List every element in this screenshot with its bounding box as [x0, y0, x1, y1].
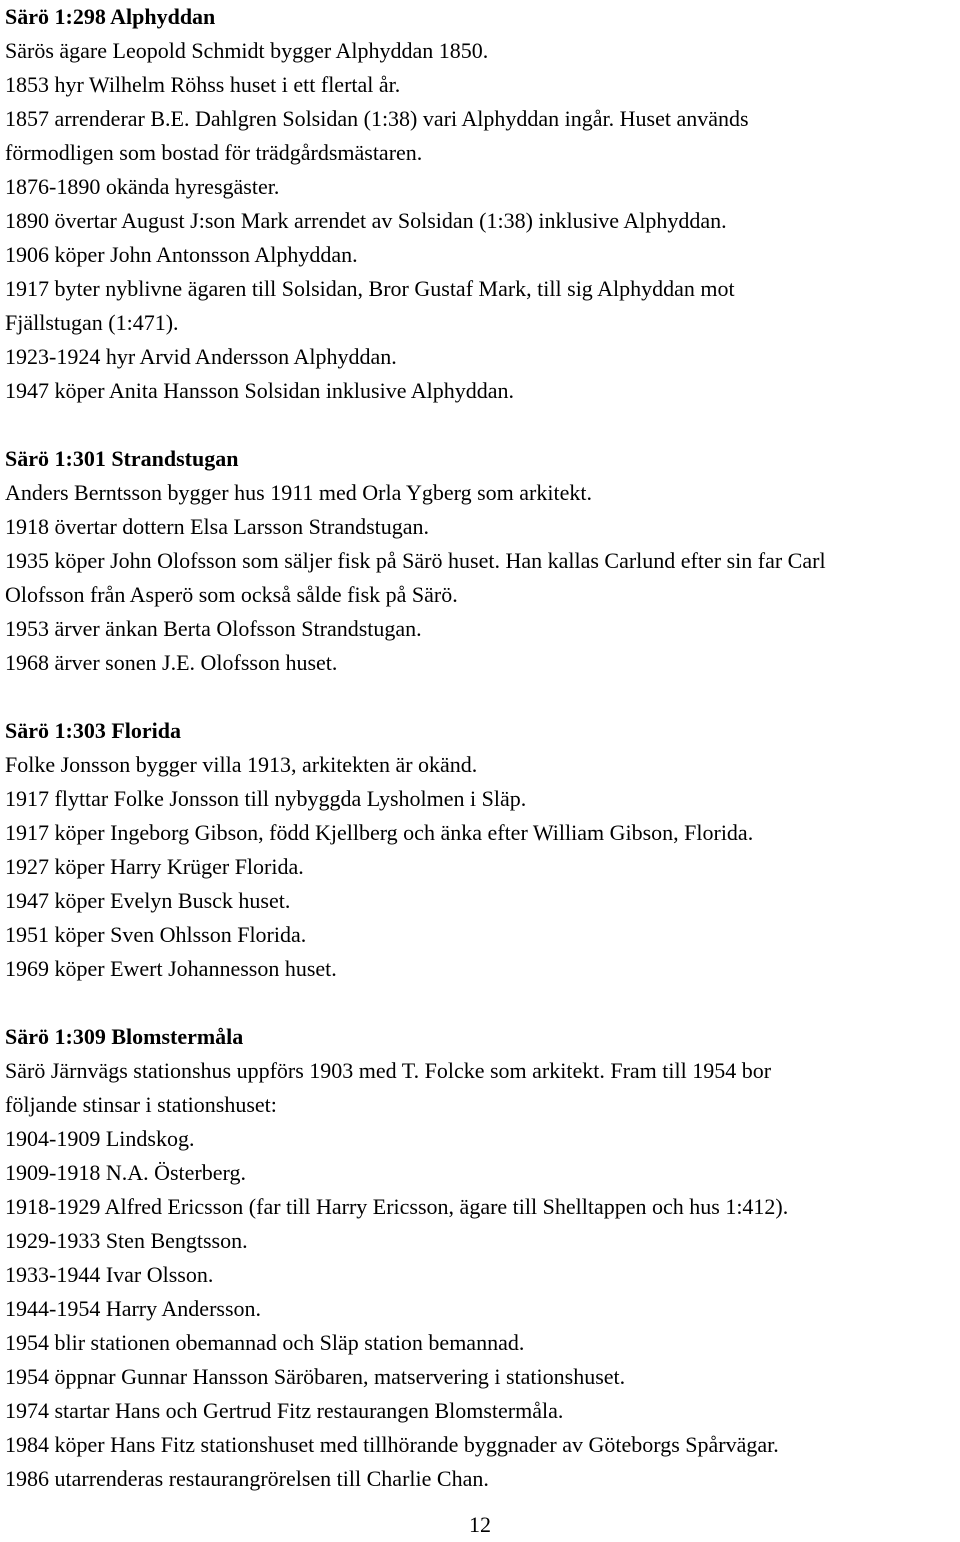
text-line: 1968 ärver sonen J.E. Olofsson huset.	[5, 650, 338, 675]
text-line: Särös ägare Leopold Schmidt bygger Alphyddan 1850.	[5, 38, 489, 63]
page-number: 12	[469, 1512, 491, 1537]
text-line: 1929-1933 Sten Bengtsson.	[5, 1228, 248, 1253]
section-heading: Särö 1:298 Alphyddan	[5, 4, 216, 29]
text-line: 1944-1954 Harry Andersson.	[5, 1296, 262, 1321]
text-line: 1876-1890 okända hyresgäster.	[5, 174, 280, 199]
text-line: 1947 köper Anita Hansson Solsidan inklusive Alphyddan.	[5, 378, 515, 403]
text-line: 1954 blir stationen obemannad och Släp station bemannad.	[5, 1330, 525, 1355]
section-heading: Särö 1:301 Strandstugan	[5, 446, 239, 471]
text-line: Olofsson från Asperö som också sålde fisk på Särö.	[5, 582, 458, 607]
document-page	[5, 0, 960, 1496]
text-line: 1953 ärver änkan Berta Olofsson Strandstugan.	[5, 616, 422, 641]
text-line: 1935 köper John Olofsson som säljer fisk på Särö huset. Han kallas Carlund efter sin far Carl	[5, 548, 826, 573]
text-line: 1917 flyttar Folke Jonsson till nybyggda Lysholmen i Släp.	[5, 786, 527, 811]
text-line: 1933-1944 Ivar Olsson.	[5, 1262, 214, 1287]
section-blomstermala	[5, 1020, 960, 1496]
text-line: 1986 utarrenderas restaurangrörelsen till Charlie Chan.	[5, 1466, 489, 1491]
text-line: 1906 köper John Antonsson Alphyddan.	[5, 242, 358, 267]
text-line: 1857 arrenderar B.E. Dahlgren Solsidan (1:38) vari Alphyddan ingår. Huset används	[5, 106, 749, 131]
text-line: 1890 övertar August J:son Mark arrendet av Solsidan (1:38) inklusive Alphyddan.	[5, 208, 727, 233]
text-line: 1951 köper Sven Ohlsson Florida.	[5, 922, 307, 947]
text-line: 1917 köper Ingeborg Gibson, född Kjellberg och änka efter William Gibson, Florida.	[5, 820, 754, 845]
text-line: 1969 köper Ewert Johannesson huset.	[5, 956, 337, 981]
text-line: 1923-1924 hyr Arvid Andersson Alphyddan.	[5, 344, 397, 369]
text-line: 1853 hyr Wilhelm Röhss huset i ett flertal år.	[5, 72, 401, 97]
text-line: 1917 byter nyblivne ägaren till Solsidan, Bror Gustaf Mark, till sig Alphyddan mot	[5, 276, 735, 301]
text-line: Särö Järnvägs stationshus uppförs 1903 med T. Folcke som arkitekt. Fram till 1954 bor	[5, 1058, 772, 1083]
section-heading: Särö 1:303 Florida	[5, 718, 181, 743]
section-heading: Särö 1:309 Blomstermåla	[5, 1024, 244, 1049]
text-line: Anders Berntsson bygger hus 1911 med Orla Ygberg som arkitekt.	[5, 480, 592, 505]
text-line: 1918-1929 Alfred Ericsson (far till Harry Ericsson, ägare till Shelltappen och hus 1:412).	[5, 1194, 789, 1219]
section-strandstugan	[5, 442, 960, 680]
text-line: Folke Jonsson bygger villa 1913, arkitekten är okänd.	[5, 752, 478, 777]
text-line: 1927 köper Harry Krüger Florida.	[5, 854, 304, 879]
text-line: Fjällstugan (1:471).	[5, 310, 179, 335]
text-line: 1984 köper Hans Fitz stationshuset med tillhörande byggnader av Göteborgs Spårvägar.	[5, 1432, 779, 1457]
text-line: följande stinsar i stationshuset:	[5, 1092, 277, 1117]
text-line: 1947 köper Evelyn Busck huset.	[5, 888, 291, 913]
section-alphyddan	[5, 0, 960, 408]
text-line: 1974 startar Hans och Gertrud Fitz restaurangen Blomstermåla.	[5, 1398, 564, 1423]
text-line: 1909-1918 N.A. Österberg.	[5, 1160, 246, 1185]
section-florida	[5, 714, 960, 986]
text-line: 1904-1909 Lindskog.	[5, 1126, 195, 1151]
text-line: 1954 öppnar Gunnar Hansson Säröbaren, matservering i stationshuset.	[5, 1364, 626, 1389]
text-line: 1918 övertar dottern Elsa Larsson Strandstugan.	[5, 514, 430, 539]
text-line: förmodligen som bostad för trädgårdsmästaren.	[5, 140, 423, 165]
